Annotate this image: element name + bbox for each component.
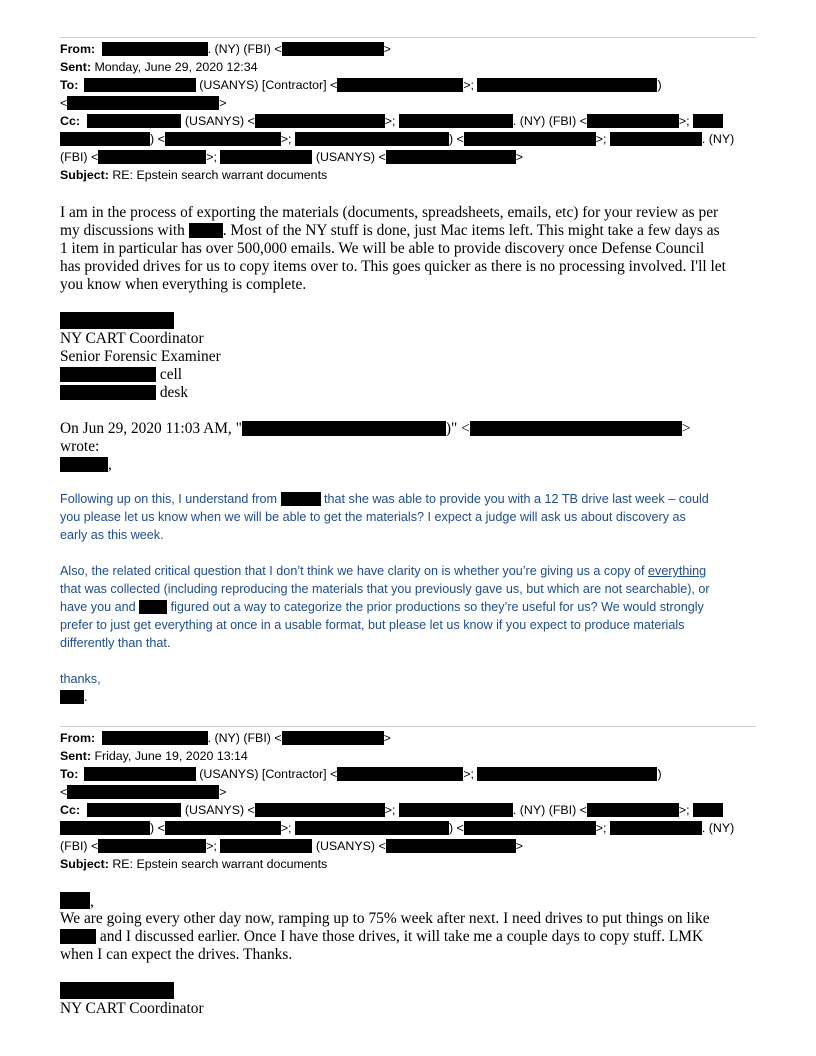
cc-text: >;: [678, 114, 690, 128]
header2-from: [60, 729, 760, 747]
body1-line: has provided drives for us to copy items over to. This goes quicker as there is no processing involved. I'll let: [60, 258, 726, 275]
cc-text: >;: [206, 839, 217, 853]
body-text: ,: [90, 893, 94, 910]
from-text: >: [383, 731, 391, 745]
from-label: From:: [60, 42, 96, 56]
cc-label: Cc:: [60, 803, 80, 817]
body1-line: you know when everything is complete.: [60, 276, 307, 293]
cc-text: >: [515, 150, 523, 164]
header1-to-cont: [60, 94, 760, 112]
cc-text: (USANYS) <: [184, 803, 255, 817]
redaction: [470, 421, 682, 436]
cc-text: ) <: [448, 821, 464, 835]
quote-text: ,: [108, 456, 112, 473]
redaction: [693, 803, 723, 817]
redaction: [139, 600, 167, 614]
sent-label: Sent:: [60, 60, 91, 74]
redaction: [165, 132, 281, 146]
redaction: [477, 78, 657, 92]
phone-label: cell: [159, 366, 183, 383]
quoted-line: [60, 562, 706, 580]
cc-text: . (NY) (FBI) <: [512, 114, 587, 128]
body1-line: [60, 222, 720, 240]
redaction: [295, 132, 449, 146]
redaction: [60, 892, 90, 909]
quoted-text: Following up on this, I understand from: [60, 492, 278, 506]
signature-name: [60, 312, 174, 331]
redaction: [610, 821, 702, 835]
redaction: [399, 114, 513, 128]
redaction: [87, 114, 181, 128]
redaction: [399, 803, 513, 817]
quoted-text: have you and: [60, 600, 136, 614]
redaction: [60, 385, 156, 400]
cc-text: >;: [280, 821, 292, 835]
subject-label: Subject:: [60, 168, 109, 182]
redaction: [84, 767, 196, 781]
body2-line: We are going every other day now, ramping up to 75% week after next. I need drives to put things on like: [60, 910, 710, 927]
cc-text: >;: [280, 132, 292, 146]
to-text: <: [60, 785, 68, 799]
header1-sent: [60, 58, 760, 76]
to-label: To:: [60, 767, 79, 781]
redaction: [60, 367, 156, 382]
quoted-line: you please let us know when we will be able to get the materials? I expect a judge will ask us about discovery as: [60, 510, 686, 524]
redaction: [464, 821, 596, 835]
header1-to: [60, 76, 760, 94]
to-text: <: [60, 96, 68, 110]
cc-text: (FBI) <: [60, 839, 99, 853]
cc-text: (FBI) <: [60, 150, 99, 164]
redaction: [220, 839, 312, 853]
to-text: (USANYS) [Contractor] <: [199, 78, 338, 92]
cc-text: ) <: [150, 132, 165, 146]
quoted-signoff: [60, 688, 88, 706]
header2-sent: [60, 747, 760, 765]
cc-text: >: [515, 839, 523, 853]
redaction: [189, 223, 223, 238]
redaction: [337, 767, 463, 781]
signature-title: NY CART Coordinator: [60, 1000, 204, 1017]
quoted-text: Also, the related critical question that I don’t think we have clarity on is whether you’re giving us a copy of: [60, 564, 645, 578]
quoted-line: that was collected (including reproducing the materials that you previously gave us, but which are not searchable), or: [60, 582, 710, 596]
redaction: [282, 731, 384, 745]
cc-text: . (NY) (FBI) <: [512, 803, 587, 817]
cc-text: >;: [678, 803, 690, 817]
signature-name: [60, 982, 174, 1001]
cc-label: Cc:: [60, 114, 80, 128]
redaction: [242, 421, 446, 436]
quoted-line: differently than that.: [60, 636, 171, 650]
to-text: ): [657, 78, 662, 92]
redaction: [60, 690, 84, 704]
signature-title: Senior Forensic Examiner: [60, 348, 221, 365]
sent-label: Sent:: [60, 749, 91, 763]
quoted-underlined: everything: [648, 564, 707, 578]
to-text: >: [219, 96, 227, 110]
header2-to: [60, 765, 760, 783]
quoted-line: early as this week.: [60, 528, 164, 542]
sent-value: Friday, June 19, 2020 13:14: [94, 749, 248, 763]
redaction: [587, 114, 679, 128]
redaction: [98, 150, 206, 164]
redaction: [165, 821, 281, 835]
redaction: [87, 803, 181, 817]
redaction: [282, 42, 384, 56]
redaction: [60, 312, 174, 329]
cc-text: >;: [384, 803, 396, 817]
cc-text: (USANYS) <: [184, 114, 255, 128]
header1-subject: [60, 166, 760, 184]
to-text: >;: [463, 78, 474, 92]
redaction: [102, 42, 208, 56]
body-text: my discussions with: [60, 222, 185, 239]
quoted-text: .: [84, 690, 88, 704]
quote-greeting: [60, 456, 112, 474]
redaction: [693, 114, 723, 128]
signature-title: NY CART Coordinator: [60, 330, 204, 347]
cc-text: (USANYS) <: [315, 839, 386, 853]
phone-label: desk: [159, 384, 189, 401]
redaction: [255, 114, 385, 128]
redaction: [386, 150, 516, 164]
header-divider: [60, 37, 756, 38]
to-text: (USANYS) [Contractor] <: [199, 767, 338, 781]
cc-text: >;: [595, 821, 607, 835]
redaction: [98, 839, 206, 853]
quote-text: >: [681, 420, 691, 437]
subject-value: RE: Epstein search warrant documents: [112, 857, 328, 871]
cc-text: ) <: [150, 821, 165, 835]
body2-greeting: [60, 892, 94, 911]
redaction: [102, 731, 208, 745]
quoted-text: that she was able to provide you with a 12 TB drive last week – could: [324, 492, 709, 506]
redaction: [60, 929, 96, 944]
subject-label: Subject:: [60, 857, 109, 871]
quote-attribution: [60, 420, 691, 438]
body-text: and I discussed earlier. Once I have those drives, it will take me a couple days to copy stuff. LMK: [99, 928, 704, 945]
body1-line: 1 item in particular has over 500,000 emails. We will be able to provide discovery once Defense Council: [60, 240, 705, 257]
quoted-line: prefer to just get everything at once in a usable format, but please let us know if you expect to produce materials: [60, 618, 685, 632]
subject-value: RE: Epstein search warrant documents: [112, 168, 328, 182]
to-text: >;: [463, 767, 474, 781]
header2-cc-line3: [60, 837, 760, 855]
redaction: [60, 982, 174, 999]
redaction: [60, 132, 150, 146]
cc-text: >;: [595, 132, 607, 146]
cc-text: (USANYS) <: [315, 150, 386, 164]
header1-cc-line3: [60, 148, 760, 166]
quoted-thanks: thanks,: [60, 672, 101, 686]
signature-phone: [60, 384, 188, 402]
redaction: [220, 150, 312, 164]
to-text: ): [657, 767, 662, 781]
sent-value: Monday, June 29, 2020 12:34: [94, 60, 258, 74]
redaction: [67, 96, 219, 110]
from-text: . (NY) (FBI) <: [207, 42, 282, 56]
redaction: [337, 78, 463, 92]
to-label: To:: [60, 78, 79, 92]
quote-text: )" <: [445, 420, 470, 437]
cc-text: ) <: [448, 132, 464, 146]
cc-text: . (NY): [701, 821, 735, 835]
cc-text: >;: [206, 150, 217, 164]
header2-subject: [60, 855, 760, 873]
quoted-line: [60, 598, 704, 616]
header2-cc: [60, 801, 760, 819]
from-text: . (NY) (FBI) <: [207, 731, 282, 745]
redaction: [477, 767, 657, 781]
redaction: [386, 839, 516, 853]
header1-cc-line2: [60, 130, 760, 148]
redaction: [610, 132, 702, 146]
quoted-text: figured out a way to categorize the prior productions so they’re useful for us? We would strongly: [170, 600, 704, 614]
body2-line: when I can expect the drives. Thanks.: [60, 946, 293, 963]
redaction: [60, 457, 108, 472]
redaction: [587, 803, 679, 817]
body-text: . Most of the NY stuff is done, just Mac items left. This might take a few days as: [222, 222, 720, 239]
header-divider: [60, 726, 756, 727]
header1-from: [60, 40, 760, 58]
header2-to-cont: [60, 783, 760, 801]
from-text: >: [383, 42, 391, 56]
quoted-line: [60, 490, 709, 508]
to-text: >: [219, 785, 227, 799]
cc-text: >;: [384, 114, 396, 128]
redaction: [67, 785, 219, 799]
header2-cc-line2: [60, 819, 760, 837]
body2-line: [60, 928, 703, 946]
header1-cc: [60, 112, 760, 130]
redaction: [464, 132, 596, 146]
redaction: [84, 78, 196, 92]
cc-text: . (NY): [701, 132, 735, 146]
signature-phone: [60, 366, 182, 384]
redaction: [295, 821, 449, 835]
redaction: [255, 803, 385, 817]
body1-line: I am in the process of exporting the materials (documents, spreadsheets, emails, etc) for your review as per: [60, 204, 719, 221]
from-label: From:: [60, 731, 96, 745]
quote-text: On Jun 29, 2020 11:03 AM, ": [60, 420, 242, 437]
quote-wrote: wrote:: [60, 438, 100, 455]
redaction: [60, 821, 150, 835]
redaction: [281, 492, 321, 506]
